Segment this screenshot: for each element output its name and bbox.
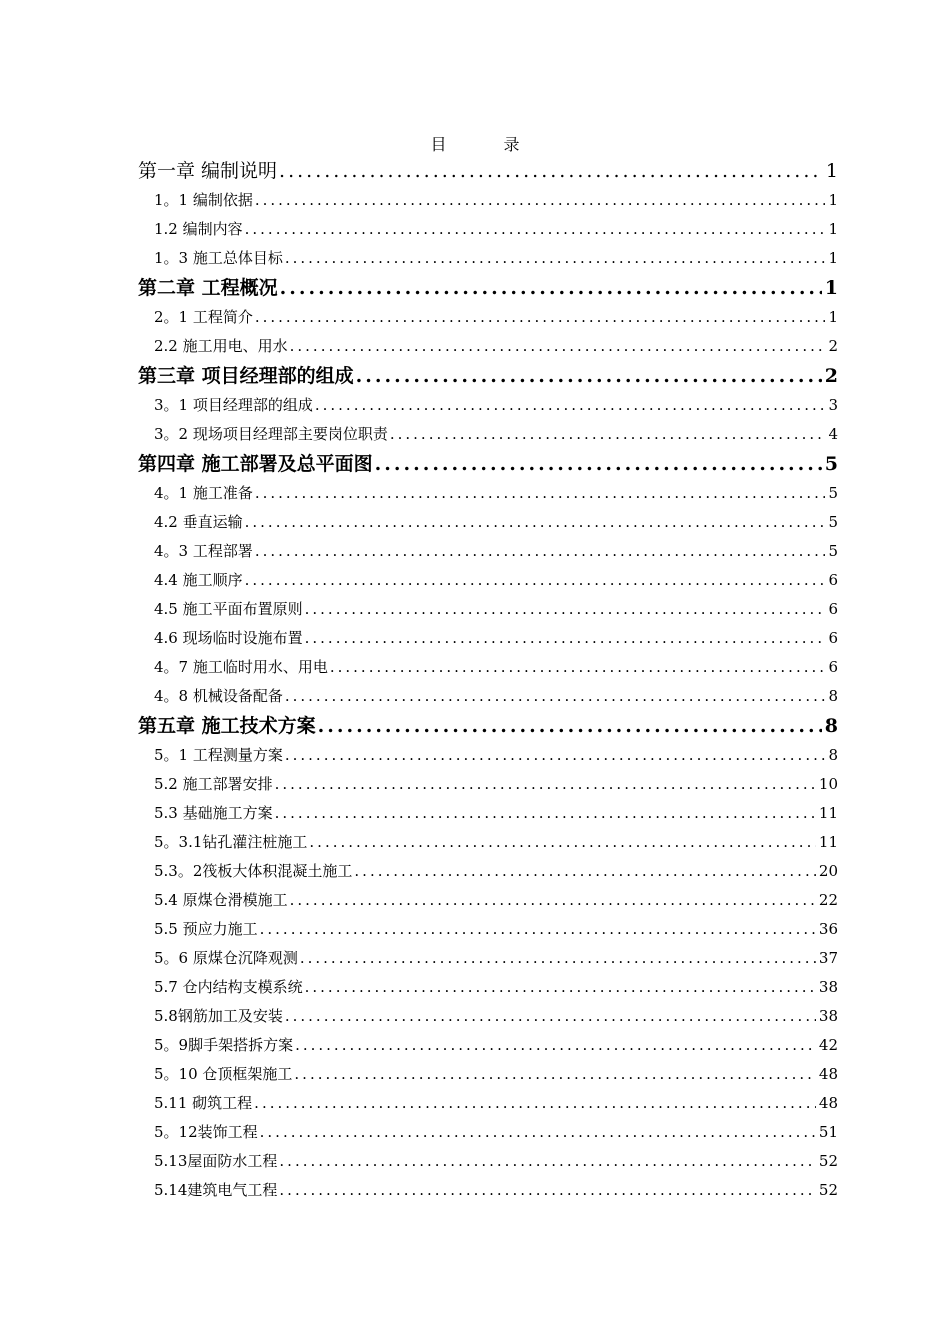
toc-entry-label: 5。9脚手架搭拆方案 [154, 1036, 294, 1054]
toc-entry-label: 4.5 施工平面布置原则 [154, 600, 303, 618]
toc-entry-page-number: 8 [824, 715, 838, 737]
toc-section-entry[interactable] [138, 215, 838, 244]
dot-leader [285, 741, 826, 770]
toc-entry-page-number: 6 [828, 658, 838, 676]
toc-section-entry[interactable] [138, 741, 838, 770]
toc-section-entry[interactable] [138, 886, 838, 915]
toc-entry-page-number: 42 [818, 1036, 838, 1054]
toc-section-entry[interactable] [138, 391, 838, 420]
toc-entry-page-number: 1 [828, 191, 838, 209]
dot-leader [260, 1118, 816, 1147]
toc-entry-page-number: 1 [828, 308, 838, 326]
dot-leader [279, 1147, 816, 1176]
dot-leader [375, 449, 822, 479]
toc-section-entry[interactable] [138, 799, 838, 828]
toc-chapter-entry[interactable] [138, 711, 838, 741]
toc-entry-label: 3。1 项目经理部的组成 [154, 396, 313, 414]
dot-leader [290, 332, 826, 361]
toc-entry-page-number: 36 [818, 920, 838, 938]
toc-entry-page-number: 48 [818, 1094, 838, 1112]
toc-entry-page-number: 5 [828, 513, 838, 531]
dot-leader [279, 1176, 816, 1205]
toc-chapter-entry[interactable] [138, 361, 838, 391]
toc-entry-label: 5.7 仓内结构支模系统 [154, 978, 303, 996]
dot-leader [245, 566, 826, 595]
toc-entry-label: 5.13屋面防水工程 [154, 1152, 278, 1170]
toc-entry-page-number: 38 [818, 978, 838, 996]
dot-leader [300, 944, 816, 973]
dot-leader [315, 391, 826, 420]
toc-entry-label: 第五章 施工技术方案 [138, 715, 316, 737]
dot-leader [305, 973, 816, 1002]
dot-leader [255, 186, 826, 215]
toc-section-entry[interactable] [138, 682, 838, 711]
toc-entry-label: 4。8 机械设备配备 [154, 687, 283, 705]
toc-entry-page-number: 52 [818, 1152, 838, 1170]
toc-entry-page-number: 1 [825, 160, 838, 182]
toc-entry-label: 第三章 项目经理部的组成 [138, 365, 354, 387]
dot-leader [254, 1089, 816, 1118]
toc-entry-page-number: 2 [828, 337, 838, 355]
toc-entry-label: 1.2 编制内容 [154, 220, 243, 238]
dot-leader [356, 361, 822, 391]
dot-leader [305, 624, 826, 653]
toc-entry-page-number: 6 [828, 629, 838, 647]
toc-section-entry[interactable] [138, 420, 838, 449]
toc-entry-page-number: 10 [818, 775, 838, 793]
toc-section-entry[interactable] [138, 1060, 838, 1089]
toc-entry-label: 1。1 编制依据 [154, 191, 253, 209]
toc-section-entry[interactable] [138, 479, 838, 508]
toc-entry-label: 第四章 施工部署及总平面图 [138, 453, 373, 475]
toc-entry-page-number: 20 [818, 862, 838, 880]
dot-leader [285, 682, 826, 711]
toc-section-entry[interactable] [138, 186, 838, 215]
toc-entry-page-number: 11 [818, 804, 838, 822]
dot-leader [260, 915, 816, 944]
toc-entry-page-number: 5 [828, 484, 838, 502]
toc-entry-label: 4。3 工程部署 [154, 542, 253, 560]
dot-leader [255, 303, 826, 332]
toc-entry-label: 5.3。2筏板大体积混凝土施工 [154, 862, 353, 880]
toc-section-entry[interactable] [138, 1176, 838, 1205]
toc-section-entry[interactable] [138, 1089, 838, 1118]
toc-entry-page-number: 38 [818, 1007, 838, 1025]
toc-entry-label: 5.3 基础施工方案 [154, 804, 273, 822]
dot-leader [255, 479, 826, 508]
toc-entry-page-number: 8 [828, 687, 838, 705]
toc-entry-page-number: 22 [818, 891, 838, 909]
toc-section-entry[interactable] [138, 1031, 838, 1060]
toc-entry-label: 第二章 工程概况 [138, 277, 278, 299]
dot-leader [290, 886, 816, 915]
toc-entry-page-number: 4 [828, 425, 838, 443]
toc-section-entry[interactable] [138, 944, 838, 973]
dot-leader [245, 215, 826, 244]
toc-section-entry[interactable] [138, 303, 838, 332]
toc-section-entry[interactable] [138, 1002, 838, 1031]
dot-leader [330, 653, 826, 682]
toc-entry-page-number: 1 [828, 249, 838, 267]
toc-section-entry[interactable] [138, 973, 838, 1002]
toc-section-entry[interactable] [138, 770, 838, 799]
dot-leader [279, 156, 823, 186]
toc-section-entry[interactable] [138, 1147, 838, 1176]
toc-section-entry[interactable] [138, 857, 838, 886]
toc-chapter-entry[interactable] [138, 156, 838, 186]
toc-chapter-entry[interactable] [138, 273, 838, 303]
dot-leader [309, 828, 816, 857]
dot-leader [285, 244, 826, 273]
table-of-contents [138, 156, 838, 1205]
dot-leader [275, 770, 816, 799]
toc-title: 目 录 [430, 135, 546, 154]
toc-entry-page-number: 5 [828, 542, 838, 560]
toc-entry-page-number: 52 [818, 1181, 838, 1199]
toc-entry-label: 5。10 仓顶框架施工 [154, 1065, 293, 1083]
toc-entry-label: 5。12装饰工程 [154, 1123, 258, 1141]
toc-entry-page-number: 11 [818, 833, 838, 851]
toc-entry-label: 5.8钢筋加工及安装 [154, 1007, 283, 1025]
toc-section-entry[interactable] [138, 915, 838, 944]
toc-entry-label: 5.4 原煤仓滑模施工 [154, 891, 288, 909]
toc-entry-label: 2.2 施工用电、用水 [154, 337, 288, 355]
toc-section-entry[interactable] [138, 828, 838, 857]
toc-entry-label: 4。7 施工临时用水、用电 [154, 658, 328, 676]
dot-leader [354, 857, 816, 886]
toc-entry-page-number: 1 [828, 220, 838, 238]
toc-entry-page-number: 51 [818, 1123, 838, 1141]
toc-entry-label: 5。6 原煤仓沉降观测 [154, 949, 298, 967]
dot-leader [305, 595, 826, 624]
toc-entry-page-number: 1 [824, 277, 838, 299]
dot-leader [294, 1060, 816, 1089]
dot-leader [390, 420, 826, 449]
toc-entry-label: 4。1 施工准备 [154, 484, 253, 502]
toc-entry-page-number: 6 [828, 600, 838, 618]
toc-section-entry[interactable] [138, 566, 838, 595]
toc-entry-page-number: 6 [828, 571, 838, 589]
toc-entry-label: 1。3 施工总体目标 [154, 249, 283, 267]
toc-section-entry[interactable] [138, 624, 838, 653]
toc-entry-label: 5.14建筑电气工程 [154, 1181, 278, 1199]
toc-entry-label: 第一章 编制说明 [138, 160, 278, 182]
toc-section-entry[interactable] [138, 537, 838, 566]
toc-entry-label: 5.2 施工部署安排 [154, 775, 273, 793]
toc-section-entry[interactable] [138, 244, 838, 273]
dot-leader [280, 273, 822, 303]
dot-leader [245, 508, 826, 537]
toc-entry-label: 4.4 施工顺序 [154, 571, 243, 589]
toc-entry-label: 5.5 预应力施工 [154, 920, 258, 938]
dot-leader [318, 711, 822, 741]
toc-section-entry[interactable] [138, 595, 838, 624]
toc-section-entry[interactable] [138, 332, 838, 361]
toc-entry-page-number: 37 [818, 949, 838, 967]
toc-entry-page-number: 8 [828, 746, 838, 764]
dot-leader [275, 799, 816, 828]
toc-section-entry[interactable] [138, 1118, 838, 1147]
toc-entry-page-number: 5 [824, 453, 838, 475]
toc-entry-label: 5。3.1钻孔灌注桩施工 [154, 833, 308, 851]
dot-leader [295, 1031, 816, 1060]
toc-entry-label: 4.6 现场临时设施布置 [154, 629, 303, 647]
toc-section-entry[interactable] [138, 508, 838, 537]
toc-entry-label: 5。1 工程测量方案 [154, 746, 283, 764]
toc-entry-label: 3。2 现场项目经理部主要岗位职责 [154, 425, 388, 443]
toc-entry-page-number: 48 [818, 1065, 838, 1083]
toc-chapter-entry[interactable] [138, 449, 838, 479]
dot-leader [285, 1002, 816, 1031]
dot-leader [255, 537, 826, 566]
toc-entry-label: 4.2 垂直运输 [154, 513, 243, 531]
toc-section-entry[interactable] [138, 653, 838, 682]
toc-entry-label: 2。1 工程简介 [154, 308, 253, 326]
toc-entry-page-number: 3 [828, 396, 838, 414]
toc-entry-label: 5.11 砌筑工程 [154, 1094, 253, 1112]
toc-entry-page-number: 2 [824, 365, 838, 387]
